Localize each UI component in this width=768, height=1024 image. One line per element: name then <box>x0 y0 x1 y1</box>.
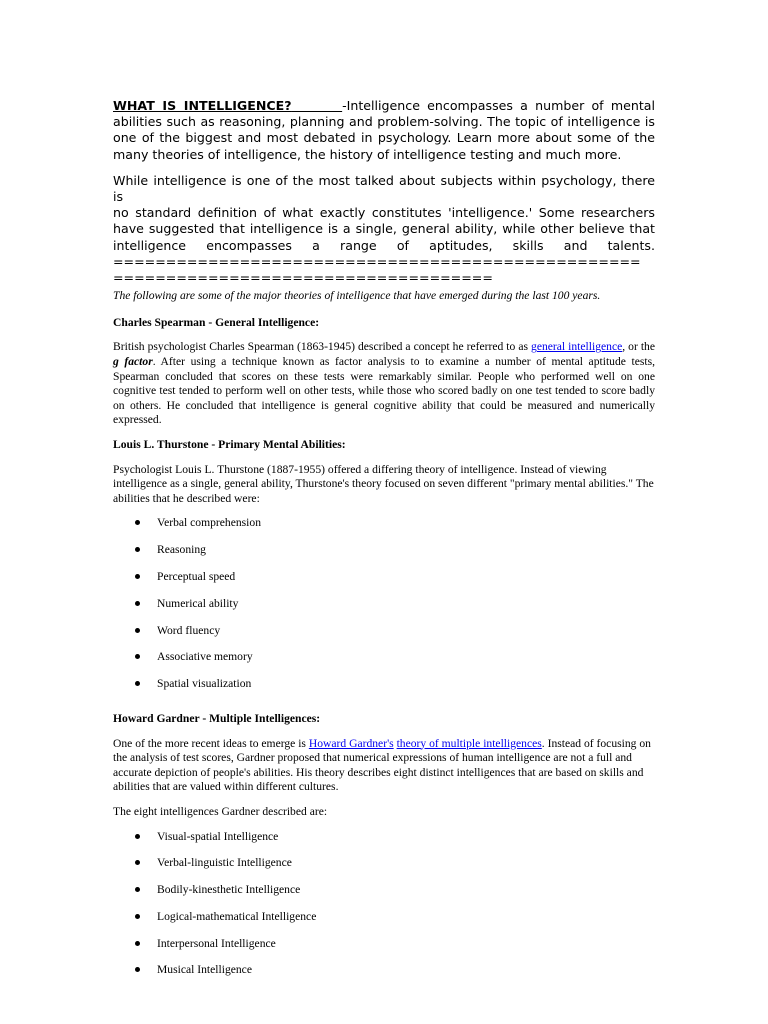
list-item: Verbal-linguistic Intelligence <box>113 856 655 883</box>
multiple-intelligences-link[interactable]: theory of multiple intelligences <box>396 736 542 750</box>
list-item: Verbal comprehension <box>113 516 655 543</box>
spearman-text: British psychologist Charles Spearman (1863-1945) described a concept he referred to as <box>113 340 532 354</box>
spearman-text: . After using a technique known as factor analysis to to examine a number of mental aptitude tests, Spearman concluded that scores on these tests were remarkably similar. People who performed well on one cognitive test tended to perform well on other tests, while those who scored badly on one test tended to score badly on others. He concluded that intelligence is general cognitive ability that could be measured and numerically expressed. <box>113 355 655 427</box>
page-title: WHAT IS INTELLIGENCE? <box>113 98 292 113</box>
list-item: Logical-mathematical Intelligence <box>113 910 655 937</box>
definition-line: have suggested that intelligence is a single, general ability, while other believe that <box>113 221 655 237</box>
intelligences-list <box>113 830 655 991</box>
theories-lead: The following are some of the major theories of intelligence that have emerged during the last 100 years. <box>113 289 601 303</box>
list-item: Musical Intelligence <box>113 963 655 990</box>
definition-line: While intelligence is one of the most talked about subjects within psychology, there is <box>113 172 655 205</box>
thurstone-heading: Louis L. Thurstone - Primary Mental Abilities: <box>113 437 346 451</box>
intro-text: -Intelligence encompasses a number of mental abilities such as reasoning, planning and problem-solving. The topic of intelligence is one of the biggest and most debated in psychology. Learn more about some of the many theories of intelligence, the history of intelligence testing and much more. <box>113 98 655 162</box>
thurstone-paragraph: Psychologist Louis L. Thurstone (1887-1955) offered a differing theory of intelligence. Instead of viewing intelligence as a single, general ability, Thurstone's theory focused on seven different "primary mental abilities." The abilities that he described were: <box>113 462 654 505</box>
spearman-text: , or the <box>622 340 656 354</box>
abilities-list <box>113 516 655 704</box>
intro-paragraph <box>113 98 655 163</box>
general-intelligence-link[interactable]: general intelligence <box>531 340 623 354</box>
list-item: Visual-spatial Intelligence <box>113 830 655 857</box>
gardner-heading: Howard Gardner - Multiple Intelligences: <box>113 711 321 725</box>
list-item: Reasoning <box>113 543 655 570</box>
list-item: Associative memory <box>113 650 655 677</box>
gardner-list-intro: The eight intelligences Gardner described are: <box>113 804 328 818</box>
list-item: Word fluency <box>113 624 655 651</box>
spearman-paragraph <box>113 340 655 428</box>
list-item: Bodily-kinesthetic Intelligence <box>113 883 655 910</box>
list-item: Spatial visualization <box>113 677 655 704</box>
list-item: Perceptual speed <box>113 570 655 597</box>
gardner-paragraph <box>113 737 655 795</box>
separator-line: ==================================== <box>113 270 493 286</box>
separator-line: ================================================== <box>113 253 641 269</box>
gardner-text: . Instead of focusing on the analysis of test scores, Gardner proposed that numerical expressions of human intelligence are not a full and accurate depiction of people's abilities. His theory describes eight distinct intelligences that are based on skills and abilities that are valued within different cultures. <box>113 736 651 794</box>
list-item: Numerical ability <box>113 597 655 624</box>
definition-line: intelligence encompasses a range of aptitudes, skills and talents. <box>113 237 655 253</box>
list-item: Interpersonal Intelligence <box>113 937 655 964</box>
spearman-heading: Charles Spearman - General Intelligence: <box>113 315 320 329</box>
g-factor-term: g factor <box>113 355 153 369</box>
document-page <box>113 98 655 998</box>
definition-paragraph <box>113 173 655 286</box>
gardner-text: One of the more recent ideas to emerge is <box>113 736 309 750</box>
howard-gardner-link[interactable]: Howard Gardner's <box>308 736 394 750</box>
definition-line: no standard definition of what exactly constitutes 'intelligence.' Some researchers <box>113 205 655 221</box>
